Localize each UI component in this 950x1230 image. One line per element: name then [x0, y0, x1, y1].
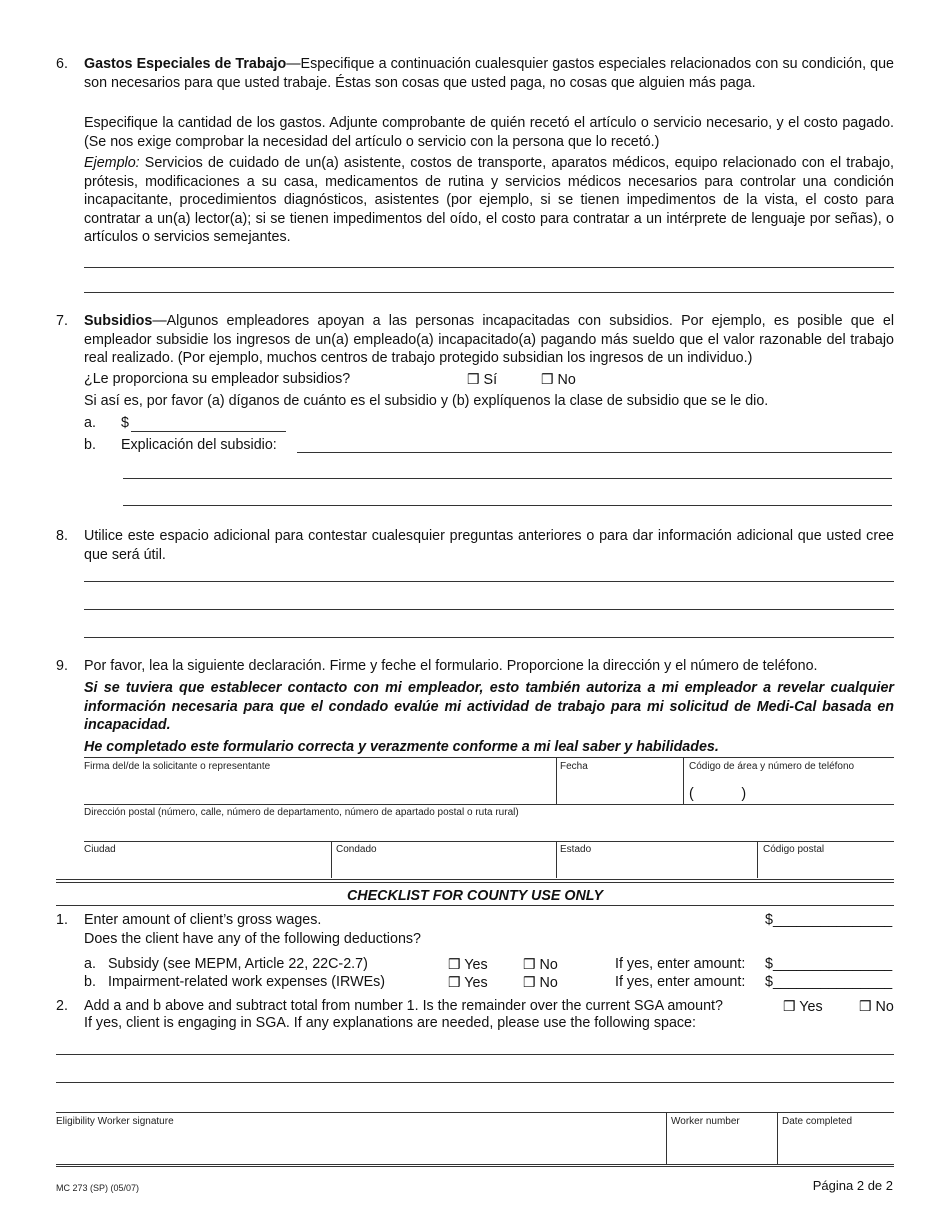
- signature-field-label: Firma del/de la solicitante o representante: [84, 761, 271, 772]
- c2-number: 2.: [56, 998, 68, 1014]
- ca-if-yes: If yes, enter amount:: [615, 956, 746, 972]
- c2-answer-line-2[interactable]: [56, 1082, 894, 1083]
- q7-b-label: b.: [84, 437, 96, 453]
- q7-b-text: Explicación del subsidio:: [121, 437, 277, 453]
- q6-example-label: Ejemplo:: [84, 155, 140, 171]
- c2-no-option[interactable]: [859, 997, 894, 1017]
- divider: [666, 1112, 667, 1164]
- c1-question: Does the client have any of the following deductions?: [84, 931, 421, 947]
- phone-field-label: Código de área y número de teléfono: [689, 761, 855, 772]
- divider: [331, 841, 332, 878]
- county-field[interactable]: [334, 857, 553, 877]
- c2-yes-label: Yes: [799, 999, 823, 1015]
- q7-yes-label: Sí: [483, 372, 498, 388]
- irwe-amount-field[interactable]: $_______________: [765, 974, 893, 990]
- sig-grid-line: [84, 804, 894, 805]
- q6-example: [84, 154, 894, 247]
- date-completed-label: Date completed: [782, 1116, 853, 1127]
- q7-no-option[interactable]: [541, 370, 576, 390]
- ca-yes-option[interactable]: [448, 955, 488, 975]
- q8-answer-line-2[interactable]: [84, 609, 894, 610]
- ca-no-label: No: [539, 957, 558, 973]
- ew-signature-label: Eligibility Worker signature: [56, 1116, 174, 1127]
- checkbox-icon[interactable]: ❒: [859, 998, 872, 1014]
- q6-title: Gastos Especiales de Trabajo: [84, 56, 287, 72]
- checkbox-icon[interactable]: ❒: [448, 956, 461, 972]
- subsidy-explanation-field[interactable]: [297, 452, 892, 453]
- form-id: MC 273 (SP) (05/07): [56, 1183, 140, 1193]
- q8-answer-line-1[interactable]: [84, 581, 894, 582]
- q7-a-dollar: $: [121, 415, 129, 431]
- cb-text: Impairment-related work expenses (IRWEs): [108, 974, 386, 990]
- q7-number: 7.: [56, 313, 68, 329]
- checklist-title-rule: [56, 905, 894, 906]
- c2-yes-option[interactable]: [783, 997, 823, 1017]
- q7-instruction: Si así es, por favor (a) díganos de cuánto es el subsidio y (b) explíquenos la clase de subsidio que se le dio.: [84, 393, 769, 409]
- q8-number: 8.: [56, 528, 68, 544]
- address-field-label: Dirección postal (número, calle, número de departamento, número de apartado postal o ruta rural): [84, 807, 519, 818]
- ca-label: a.: [84, 956, 96, 972]
- subsidy-county-amount-field[interactable]: $_______________: [765, 956, 893, 972]
- q9-text: Por favor, lea la siguiente declaración. Firme y feche el formulario. Proporcione la dirección y el número de teléfono.: [84, 658, 818, 674]
- q6-example-text: Servicios de cuidado de un(a) asistente, costos de transporte, aparatos médicos, equipo relacionado con el trabajo, prótesis, modificaciones a su casa, medicamentos de rutina y servicios médicos necesarios para controlar una condición incapacitante, procedimientos diagnósticos, asistentes (por ejemplo, si se tienen impedimentos de la vista, el costo para contratar a un(a) lector(a); si se tienen impedimentos del oído, el costo para contratar a un intérprete de lenguaje por señas), o artículos o servicios semejantes.: [84, 155, 894, 245]
- checkbox-icon[interactable]: ❒: [541, 371, 554, 387]
- c2-text: Add a and b above and subtract total from number 1. Is the remainder over the current SGA amount?: [84, 998, 723, 1014]
- divider: [556, 841, 557, 878]
- q7-question: ¿Le proporciona su empleador subsidios?: [84, 371, 351, 387]
- checkbox-icon[interactable]: ❒: [523, 956, 536, 972]
- sig-grid-top: [84, 757, 894, 758]
- q6-para2: Especifique la cantidad de los gastos. Adjunte comprobante de quién recetó el artículo o servicio necesario, y el costo pagado. (Se nos exige comprobar la necesidad del artículo o servicio con la persona que lo recetó.): [84, 115, 894, 150]
- city-field[interactable]: [84, 857, 328, 877]
- sig-grid-line: [84, 841, 894, 842]
- q8-text: Utilice este espacio adicional para contestar cualesquier preguntas anteriores o para dar información adicional que usted cree que será útil.: [84, 528, 894, 563]
- divider: [556, 757, 557, 804]
- q8-answer-line-3[interactable]: [84, 637, 894, 638]
- state-field-label: Estado: [560, 844, 592, 855]
- c2-answer-line-1[interactable]: [56, 1054, 894, 1055]
- c1-number: 1.: [56, 912, 68, 928]
- worker-number-field[interactable]: [669, 1130, 774, 1160]
- q9-statement1: Si se tuviera que establecer contacto con mi empleador, esto también autoriza a mi empleador a revelar cualquier información necesaria para que el condado evalúe mi actividad de trabajo para mi solicitud de Medi-Cal basada en incapacidad.: [84, 680, 894, 733]
- page-number: Página 2 de 2: [812, 1178, 893, 1193]
- q7-intro: [84, 312, 894, 368]
- q7-intro-text: —Algunos empleadores apoyan a las personas incapacitadas con subsidios. Por ejemplo, es posible que el empleador subsidie los ingresos de un(a) empleado(a) incapacitado(a) pagando más sueldo que el valor razonable del trabajo real realizado. (Por ejemplo, muchos centros de trabajo protegido subsidian los ingresos de un individuo.): [84, 313, 894, 366]
- cb-label: b.: [84, 974, 96, 990]
- address-field[interactable]: [84, 820, 892, 840]
- divider: [683, 757, 684, 804]
- checkbox-icon[interactable]: ❒: [448, 974, 461, 990]
- q9-statement2: He completado este formulario correcta y verazmente conforme a mi leal saber y habilidades.: [84, 739, 719, 755]
- checkbox-icon[interactable]: ❒: [523, 974, 536, 990]
- q7-answer-line-3[interactable]: [123, 505, 892, 506]
- checklist-title: CHECKLIST FOR COUNTY USE ONLY: [346, 888, 604, 904]
- cb-no-option[interactable]: [523, 973, 558, 993]
- county-field-label: Condado: [336, 844, 377, 855]
- phone-field[interactable]: [760, 786, 890, 802]
- cb-no-label: No: [539, 975, 558, 991]
- worker-grid-top: [56, 1112, 894, 1113]
- ew-signature-field[interactable]: [56, 1130, 662, 1160]
- worker-grid-bottom: [56, 1164, 894, 1165]
- divider: [777, 1112, 778, 1164]
- state-field[interactable]: [559, 857, 754, 877]
- ca-text: Subsidy (see MEPM, Article 22, 22C-2.7): [108, 956, 368, 972]
- q7-title: Subsidios: [84, 313, 153, 329]
- cb-if-yes: If yes, enter amount:: [615, 974, 746, 990]
- worker-grid-bottom-2: [56, 1166, 894, 1167]
- ca-yes-label: Yes: [464, 957, 488, 973]
- phone-area-code: ( ): [689, 786, 747, 802]
- c1-text: Enter amount of client’s gross wages.: [84, 912, 322, 928]
- checkbox-icon[interactable]: ❒: [783, 998, 796, 1014]
- date-field-label: Fecha: [560, 761, 588, 772]
- zip-field-label: Código postal: [763, 844, 825, 855]
- city-field-label: Ciudad: [84, 844, 116, 855]
- c2-text2: If yes, client is engaging in SGA. If any explanations are needed, please use the following space:: [84, 1015, 696, 1031]
- cb-yes-label: Yes: [464, 975, 488, 991]
- divider: [757, 841, 758, 878]
- checklist-border-top: [56, 879, 894, 880]
- date-completed-field[interactable]: [780, 1130, 892, 1160]
- q9-number: 9.: [56, 658, 68, 674]
- zip-field[interactable]: [760, 857, 892, 877]
- signature-field[interactable]: [84, 774, 554, 802]
- c2-no-label: No: [875, 999, 894, 1015]
- checkbox-icon[interactable]: ❒: [467, 371, 480, 387]
- q7-yes-option[interactable]: [467, 370, 497, 390]
- q6-intro-text: —Especifique a continuación cualesquier gastos especiales relacionados con su condición, que son necesarios para que usted trabaje. Éstas son cosas que usted paga, no cosas que alguien más paga.: [84, 56, 894, 91]
- q6-answer-line-2[interactable]: [84, 292, 894, 293]
- q6-number: 6.: [56, 56, 68, 72]
- q6-intro: [84, 55, 894, 92]
- ca-no-option[interactable]: [523, 955, 558, 975]
- gross-wages-field[interactable]: $_______________: [765, 912, 893, 928]
- q7-a-label: a.: [84, 415, 96, 431]
- date-field[interactable]: [558, 774, 680, 802]
- q6-answer-line-1[interactable]: [84, 267, 894, 268]
- worker-number-label: Worker number: [671, 1116, 740, 1127]
- cb-yes-option[interactable]: [448, 973, 488, 993]
- checklist-border-top-2: [56, 882, 894, 883]
- q7-no-label: No: [557, 372, 576, 388]
- subsidy-amount-field[interactable]: [131, 431, 286, 432]
- q7-answer-line-2[interactable]: [123, 478, 892, 479]
